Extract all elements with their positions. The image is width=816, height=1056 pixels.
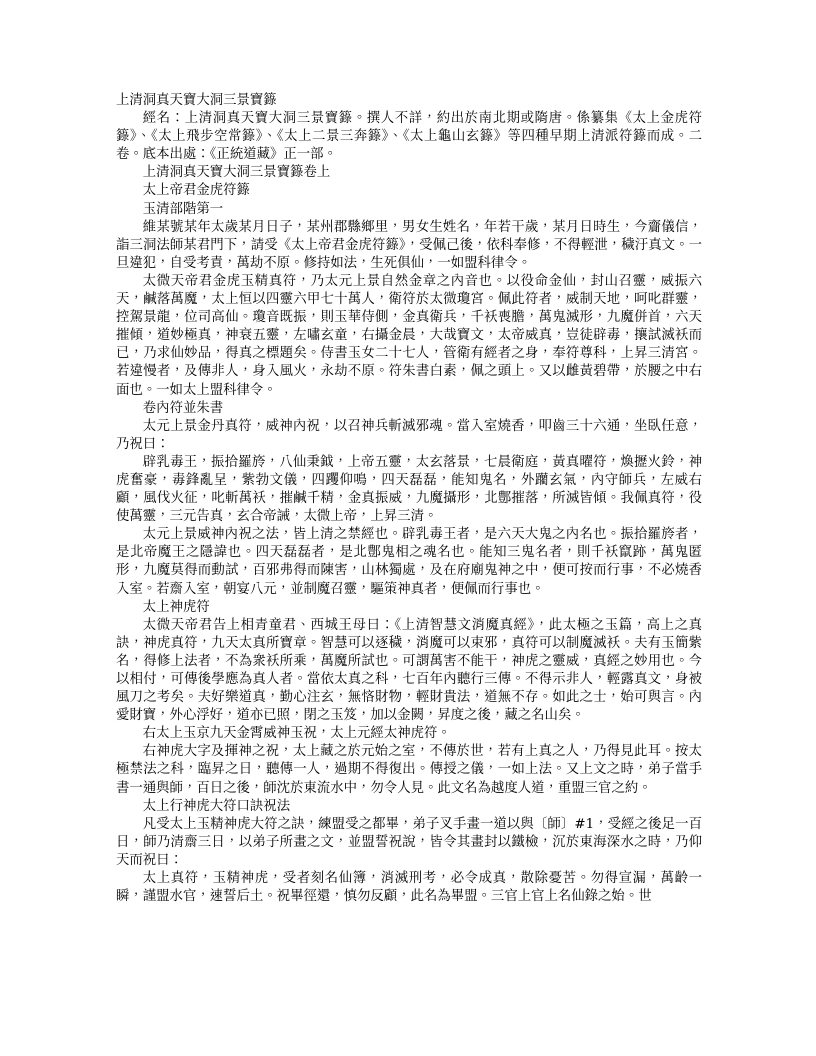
paragraph-taiwei-gao-qingtongjun: 太微天帝君告上相青童君、西城王母曰：《上清智慧文消魔真經》，此太極之玉篇，高上之真訣，神虎真符，九天太真所寶章。智慧可以逐穢，消魔可以束邪，真符可以制魔滅袄。夫有玉簡紫名，得修上法者，不為衆袄所乘，萬魔所試也。可謂萬害不能干，神虎之靈威，真經之妙用也。今以相付，可傳後學應為真人者。當依太真之科，七百年內聽行三傳。不得示非人，輕露真文，身被風刀之考矣。夫好樂道真，勤心注玄，無悋財物，輕財貴法，道無不存。如此之士，始可與言。內愛財寶，外心浮好，道亦已照，閉之玉笈，加以金闕，昇度之後，藏之名山矣。	[116, 617, 702, 724]
heading-taishang-xing-shenhu: 太上行神虎大符口訣祝法	[142, 798, 291, 814]
paragraph-you-shenhu-dazi: 右神虎大字及揮神之祝，太上藏之於元始之室，不傳於世，若有上真之人，乃得見此耳。按太極禁法之科，臨昇之日，聽傳一人，過期不得復出。傳授之儀，一如上法。又上文之時，弟子當手書一通與師，百日之後，師沈於東流水中，勿令人見。此文名為越度人道，重盟三官之約。	[116, 744, 702, 796]
heading-taishang-shenhufu: 太上神虎符	[142, 599, 210, 615]
paragraph-wei-mou-hao: 維某號某年太歲某月日子，某州郡縣鄉里，男女生姓名，年若干歲，某月日時生，今齎儀信，詣三洞法師某君門下，請受《太上帝君金虎符籙》，受佩己後，依科奉修，不得輕泄，穢汙真文。一旦違犯，自受考責，萬劫不原。修持如法，生死俱仙，一如盟科律令。	[116, 219, 702, 271]
paragraph-taiwei-tiandijun: 太微天帝君金虎玉精真符，乃太元上景自然金章之內音也。以役命金仙，封山召靈，威振六天，鹹落萬魔，太上恒以四靈六甲七十萬人，衛符於太微瓊宮。佩此符者，威制天地，呵叱群靈，控駕景龍，位司高仙。瓊音既振，則玉華侍側，金真衛兵，千袄喪膽，萬鬼滅形，九魔併首，六天摧傾，道妙極真，神衰五靈，左嘯玄童，右攝金晨，大哉寶文，太帝威真，豈徒辟毒，攘試滅袄而已，乃求仙妙品，得真之標題矣。侍書玉女二十七人，管衛有經者之身，奉符尊科，上昇三清宮。若違慢者，及傳非人，身入風火，永劫不原。符朱書白素，佩之頭上。又以雌黃碧帶，於腰之中右面也。一如太上盟科律令。	[116, 273, 702, 398]
section-heading-yuqing: 玉清部階第一	[142, 201, 224, 217]
paragraph-you-taishang-yujing: 右太上玉京九天金霄威神玉祝，太上元經太神虎符。	[142, 726, 451, 742]
paragraph-fan-shou-taishang: 凡受太上玉精神虎大符之訣，練盟受之都畢，弟子叉手畫一道以與〔師〕#1，受經之後足一百日，師乃清齋三日，以弟子所畫之文，並盟誓祝說，皆令其畫封以鐵檢，沉於東海深水之時，乃仰天而祝曰：	[116, 816, 702, 868]
scroll-heading: 上清洞真天寶大洞三景寶籙卷上	[142, 165, 331, 181]
paragraph-taiyuan-shangjing: 太元上景金丹真符，威神內祝，以召神兵斬滅邪魂。當入室燒香，叩齒三十六通，坐臥任意，乃祝曰：	[116, 418, 702, 452]
paragraph-taishang-zhenfu: 太上真符，玉精神虎，受者刻名仙簿，消滅刑考，必令成真，散除憂苦。勿得宣漏，萬齡一瞬，謹盟水官，速誓后土。祝畢徑還，慎勿反顧，此名為畢盟。三官上官上名仙錄之始。世	[116, 871, 702, 905]
document-title: 上清洞真天寶大洞三景寶籙	[116, 93, 277, 108]
paragraph-taiyuan-weishen-fa: 太元上景威神內祝之法，皆上清之禁經也。辟乳毒王者，是六天大鬼之內名也。振拾羅旍者，是北帝魔王之隱諱也。四天磊磊者，是北鄷鬼相之魂名也。能知三鬼名者，則千袄竄跡，萬鬼匿形，九魔莫得而動試，百邪弗得而陳害，山林獨處，及在府廟鬼神之中，便可按而行事，不必燒香入室。若齋入室，朝宴八元，並制魔召靈，驅策神真者，便佩而行事也。	[116, 527, 702, 597]
heading-juannei-fu: 卷內符並朱書	[142, 400, 224, 416]
bibliographic-note: 經名：上清洞真天寶大洞三景寶籙。撰人不詳，約出於南北期或隋唐。係纂集《太上金虎符籙》、《太上飛步空常籙》、《太上二景三奔籙》、《太上龜山玄籙》等四種早期上清派符籙而成。二卷。底本出處：《正統道藏》正一部。	[116, 111, 702, 163]
text-column	[116, 92, 702, 906]
paragraph-invocation: 辟乳毒王，振拾羅旍，八仙秉鉞，上帝五靈，太玄落景，七晨衛庭，黃真曜符，煥攊火鈴，神虎奮豪，毒鋒亂呈，紫勃文儀，四躩仰鳴，四天磊磊，能知鬼名，外躪玄氣，內守師兵，左威右顧，風伐火征，叱斬萬袄，摧鹹千精，金真振威，九魔攝形，北鄷摧落，所滅皆傾。我佩真符，役使萬靈，三元告真，玄合帝誡，太微上帝，上昇三清。	[116, 454, 702, 525]
section-heading-jinhufulu: 太上帝君金虎符籙	[142, 183, 250, 199]
